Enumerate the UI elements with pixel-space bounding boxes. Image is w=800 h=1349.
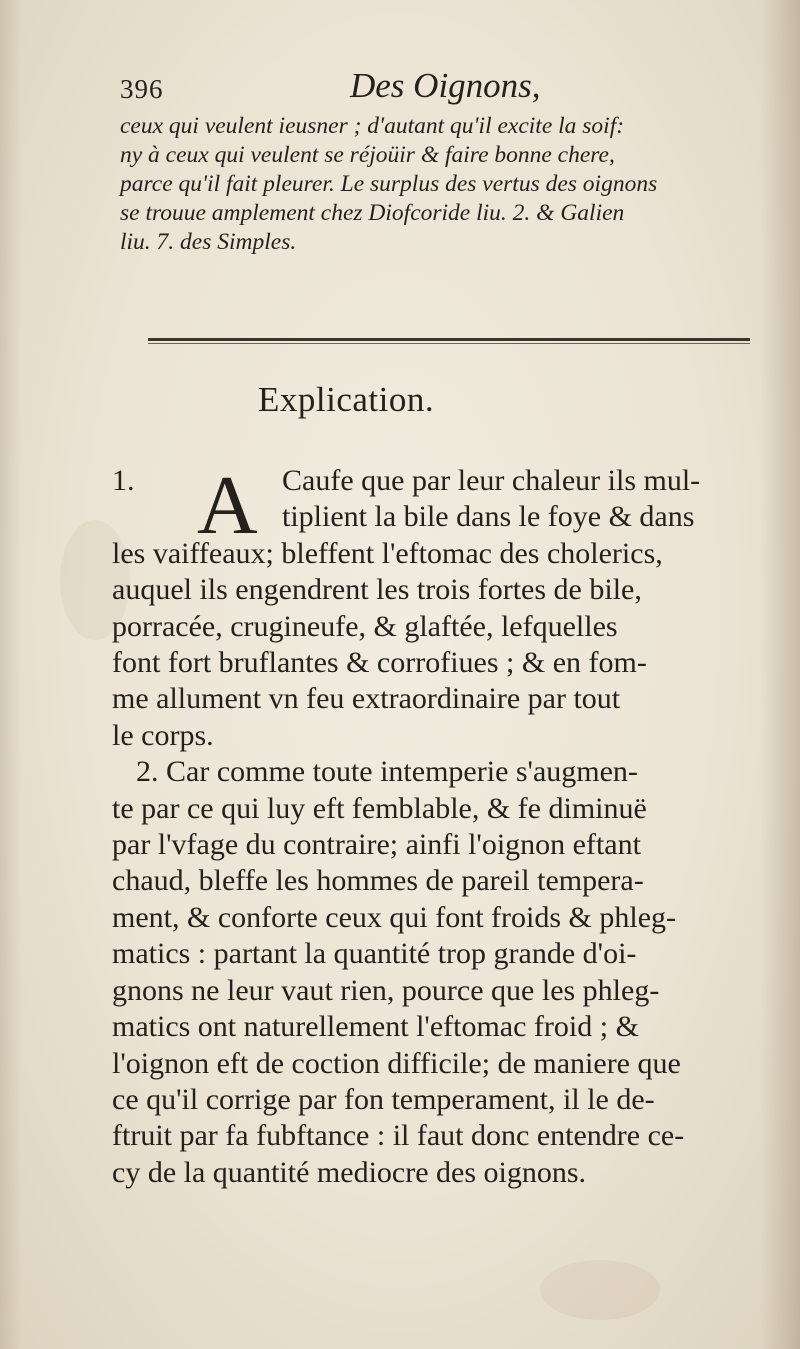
- text-line: gnons ne leur vaut rien, pource que les phleg-: [112, 973, 660, 1007]
- text-line: auquel ils engendrent les trois fortes de bile,: [112, 573, 642, 607]
- text-line: cy de la quantité mediocre des oignons.: [112, 1155, 587, 1189]
- running-head: Des Oignons,: [350, 66, 541, 105]
- explication-body: [112, 459, 800, 1191]
- text-line: ftruit par fa fubftance : il faut donc entendre ce-: [112, 1119, 685, 1153]
- text-line: l'oignon eft de coction difficile; de maniere que: [112, 1046, 681, 1080]
- paper-stain: [540, 1260, 660, 1320]
- text-line: ce qu'il corrige par fon temperament, il le de-: [112, 1082, 655, 1116]
- text-line: ceux qui veulent ieusner ; d'autant qu'il excite la soif:: [120, 113, 625, 139]
- text-line: par l'vfage du contraire; ainfi l'oignon eftant: [112, 828, 641, 862]
- drop-cap: A: [197, 459, 258, 552]
- page-header: [120, 66, 720, 106]
- text-line: les vaiffeaux; bleffent l'eftomac des cholerics,: [112, 536, 663, 570]
- text-line: 2. Car comme toute intemperie s'augmen-: [136, 755, 638, 789]
- text-line: te par ce qui luy eft femblable, & fe diminuë: [112, 791, 647, 825]
- text-line: font fort bruflantes & corrofiues ; & en fom-: [112, 646, 647, 680]
- text-line: parce qu'il fait pleurer. Le surplus des vertus des oignons: [120, 171, 658, 197]
- text-line: le corps.: [112, 718, 214, 752]
- text-line: matics ont naturellement l'eftomac froid ; &: [112, 1010, 639, 1044]
- paragraph-number: 1.: [112, 464, 135, 497]
- section-rule-thin: [148, 343, 750, 344]
- text-line-content: Caufe que par leur chaleur ils mul-: [282, 464, 701, 497]
- text-line: ny à ceux qui veulent se réjoüir & faire bonne chere,: [120, 142, 615, 168]
- text-line: liu. 7. des Simples.: [120, 229, 297, 255]
- text-line: se trouue amplement chez Diofcoride liu. 2. & Galien: [120, 200, 625, 226]
- text-line: chaud, bleffe les hommes de pareil tempera-: [112, 864, 644, 898]
- section-rule: [148, 338, 750, 341]
- text-line: me allument vn feu extraordinaire par tout: [112, 682, 621, 716]
- page-edge-shadow-left: [0, 0, 22, 1349]
- text-line: [112, 463, 800, 499]
- text-line: tiplient la bile dans le foye & dans: [282, 500, 695, 534]
- section-title: Explication.: [258, 380, 435, 419]
- text-line: ment, & conforte ceux qui font froids & phleg-: [112, 900, 677, 934]
- intro-text: [120, 112, 800, 257]
- text-line: matics : partant la quantité trop grande d'oi-: [112, 937, 637, 971]
- text-line: porracée, crugineufe, & glaftée, lefquelles: [112, 609, 618, 643]
- page-number: 396: [120, 74, 164, 104]
